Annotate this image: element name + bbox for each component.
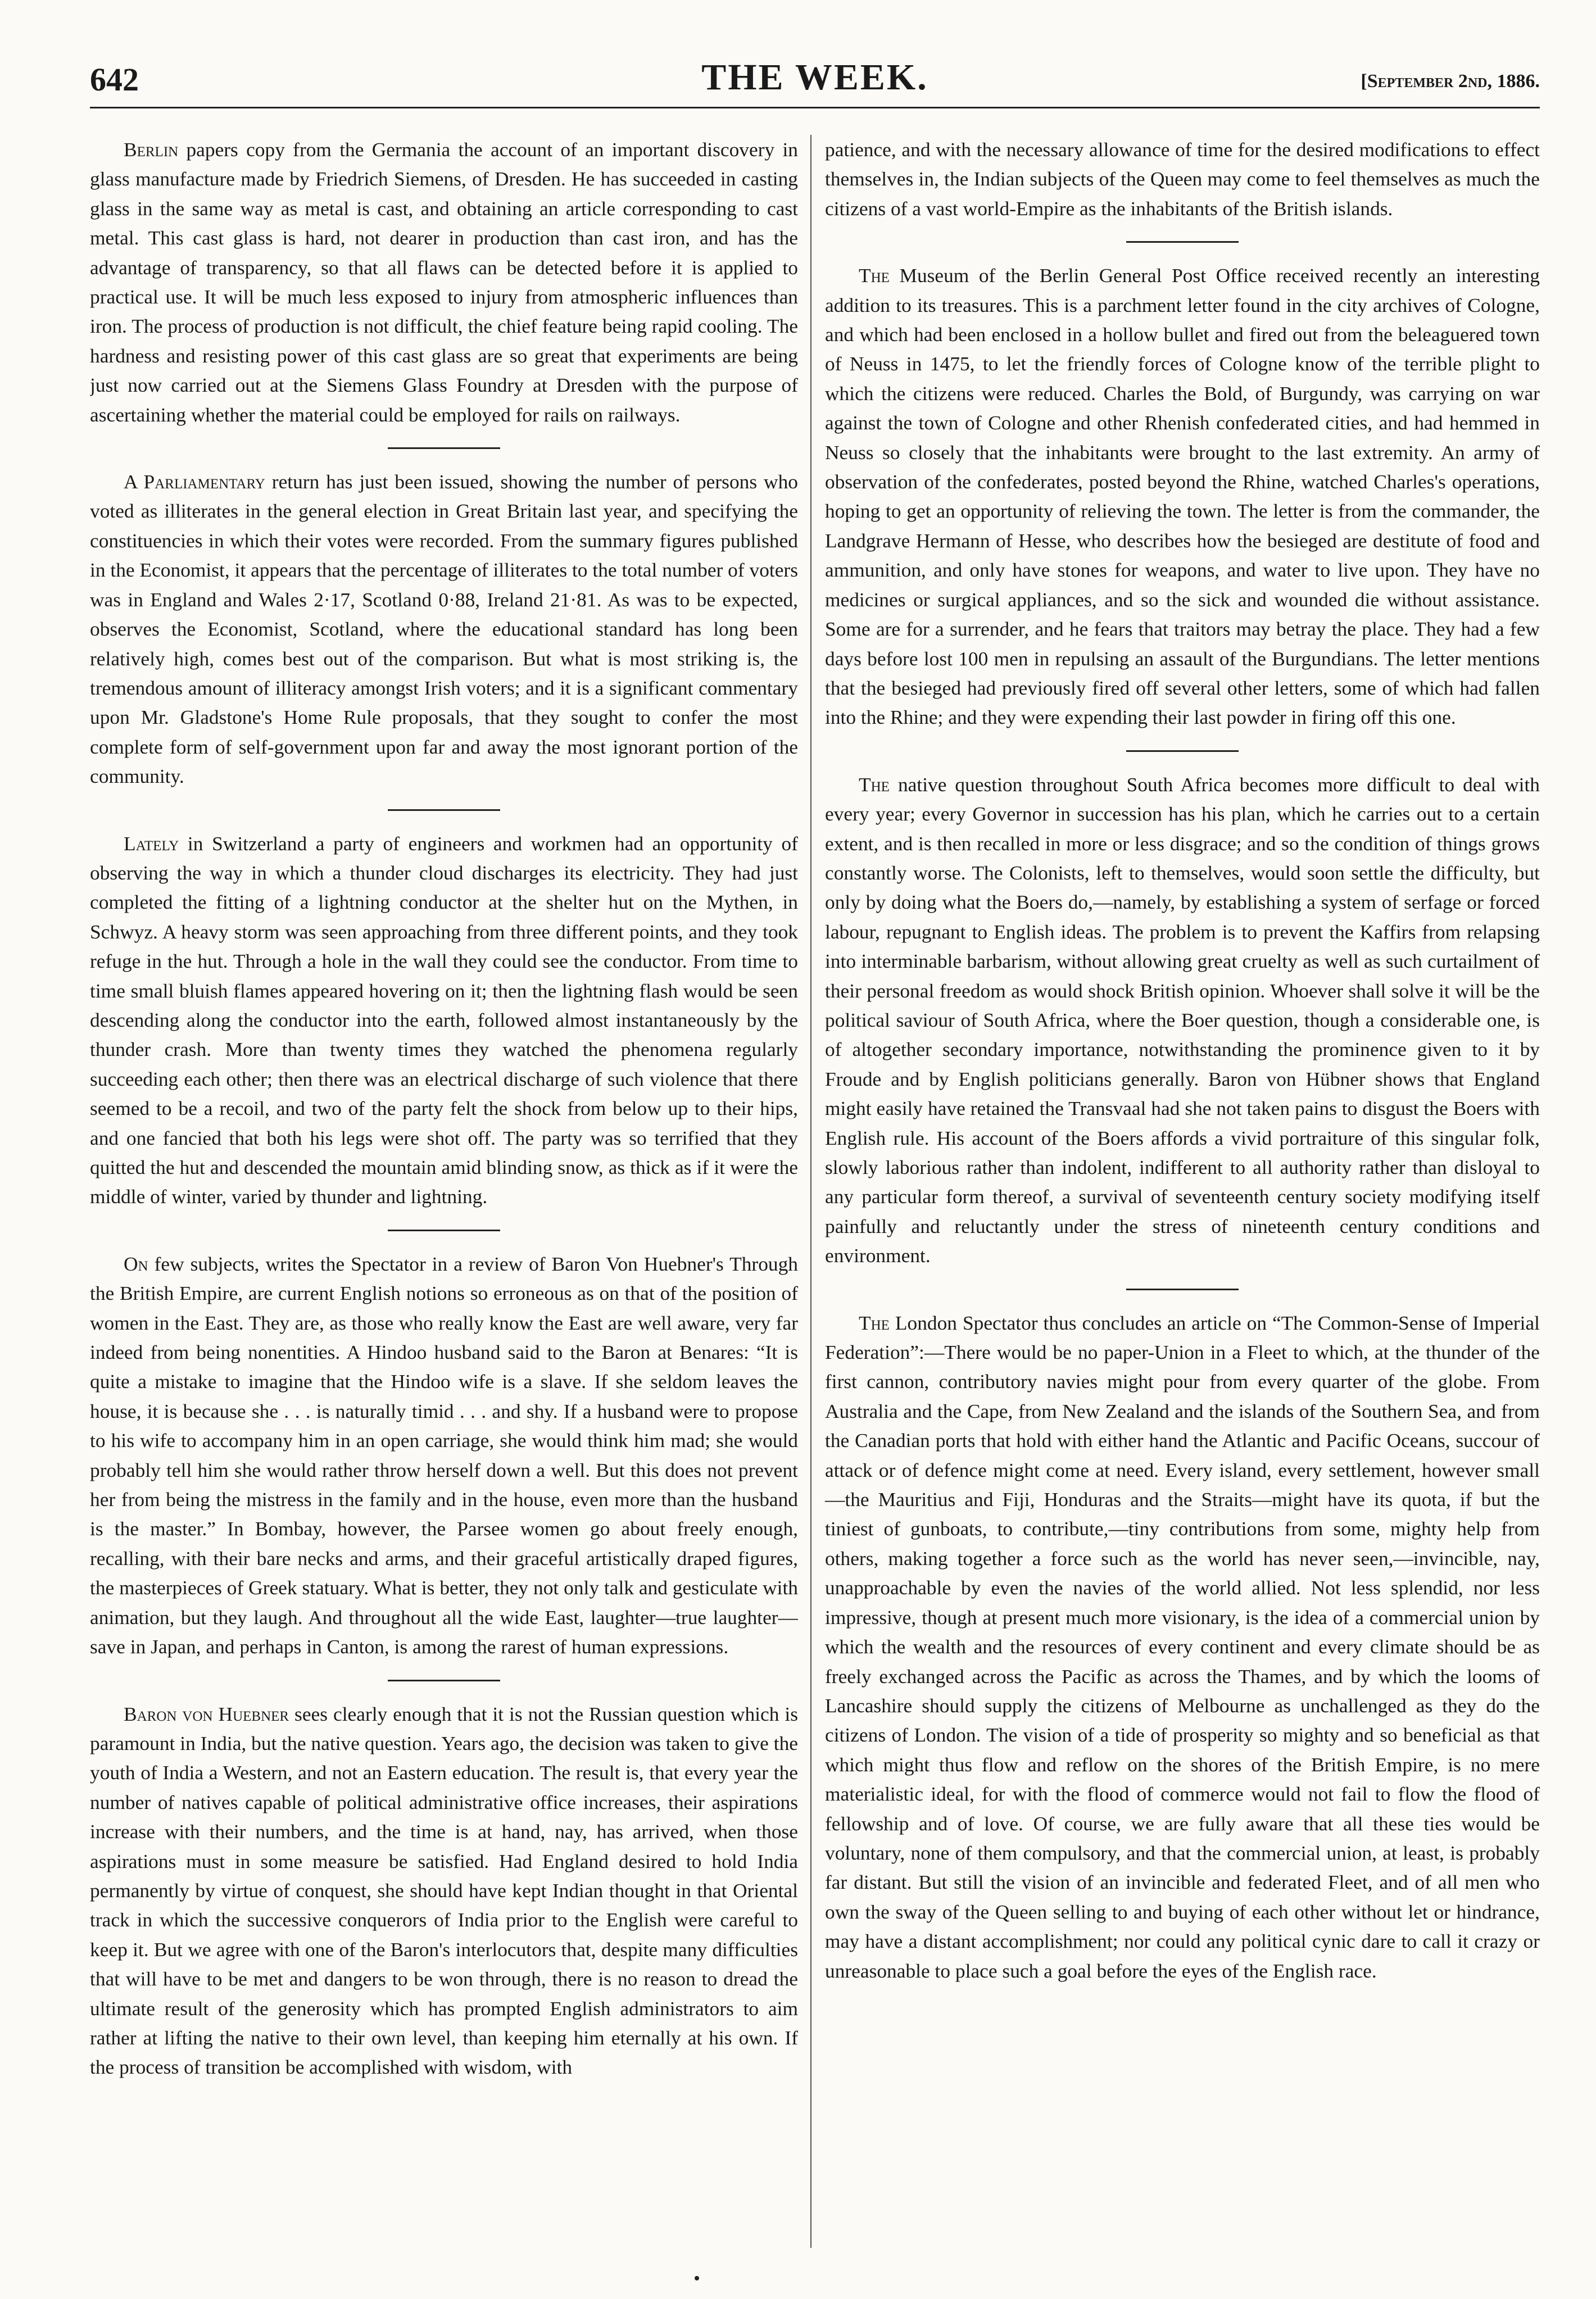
section-divider xyxy=(1126,1289,1239,1290)
article-parliamentary-return: A Parliamentary return has just been issued, showing the number of persons who voted as illiterates in the general election in Great Britain last year, and specifying the constituencies in which their votes were recorded. From the summary figures published in the Economist, it appears that the percentage of illiterates to the total number of voters was in England and Wales 2·17, Scotland 0·88, Ireland 21·81. As was to be expected, observes the Economist, Scotland, where the educational standard has long been relatively high, comes best out of the comparison. But what is most striking is, the tremendous amount of illiteracy amongst Irish voters; and it is a significant commentary upon Mr. Gladstone's Home Rule proposals, that they sought to confer the most complete form of self-government upon far and away the most ignorant portion of the community. xyxy=(90,470,798,788)
article-berlin-glass: Berlin papers copy from the Germania the account of an important discovery in glass manufacture made by Friedrich Siemens, of Dresden. He has succeeded in casting glass in the same way as metal is cast, and obtaining an article corresponding to cast metal. This cast glass is hard, not dearer in production than cast iron, and has the advantage of transparency, so that all flaws can be detected before it is applied to practical use. It will be much less exposed to injury from atmospheric influences than iron. The process of production is not difficult, the chief feature being rapid cooling. The hardness and resisting power of this cast glass are so great that experiments are being just now carried out at the Siemens Glass Foundry at Dresden with the purpose of ascertaining whether the material could be employed for rails on railways. xyxy=(90,138,798,426)
masthead-title: THE WEEK. xyxy=(701,57,928,98)
article-berlin-post-office: The Museum of the Berlin General Post Office received recently an interesting addition to its treasures. This is a parchment letter found in the city archives of Cologne, and which had been enclosed in a hollow bullet and fired out from the beleaguered town of Neuss in 1475, to let the friendly forces of Cologne know of the terrible plight to which the citizens were reduced. Charles the Bold, of Burgundy, was carrying on war against the town of Cologne and other Rhenish confederated cities, and had hemmed in Neuss so closely that the inhabitants were brought to the last extremity. An army of observation of the confederates, posted beyond the Rhine, watched Charles's operations, hoping to get an opportunity of relieving the town. The letter is from the commander, the Landgrave Hermann of Hesse, who describes how the besieged are destitute of food and ammunition, and only have stones for weapons, and water to live upon. They have no medicines or surgical appliances, and so the sick and wounded die without assistance. Some are for a surrender, and he fears that traitors may betray the place. They had a few days before lost 100 men in repulsing an assault of the Burgundians. The letter mentions that the besieged had previously fired off several other letters, some of which had fallen into the Rhine; and they were expending their last powder in firing off this one. xyxy=(825,264,1540,729)
page-header xyxy=(90,56,1540,108)
section-divider xyxy=(1126,750,1239,752)
footer-mark xyxy=(695,2276,699,2280)
article-baron-huebner-india: Baron von Huebner sees clearly enough that it is not the Russian question which is paramount in India, but the native question. Years ago, the decision was taken to give the youth of India a Western, and not an Eastern education. The result is, that every year the number of natives capable of political administrative office increases, their aspirations increase with their numbers, and the time is at hand, nay, has arrived, when those aspirations must in some measure be satisfied. Had England desired to hold India permanently by virtue of conquest, she should have kept Indian thought in that Oriental track in which the successive conquerors of India prior to the English were careful to keep it. But we agree with one of the Baron's interlocutors that, despite many difficulties that will have to be met and dangers to be won through, there is no reason to dread the ultimate result of the generosity which has prompted English administrators to aim rather at lifting the native to their own level, than keeping him eternally at his own. If the process of transition be accomplished with wisdom, with xyxy=(90,1702,798,2079)
left-column xyxy=(90,135,798,2248)
section-divider xyxy=(388,1230,500,1231)
article-women-east: On few subjects, writes the Spectator in a review of Baron Von Huebner's Through the British Empire, are current English notions so erroneous as on that of the position of women in the East. They are, as those who really know the East are well aware, very far indeed from being nonentities. A Hindoo husband said to the Baron at Benares: “It is quite a mistake to imagine that the Hindoo wife is a slave. If she seldom leaves the house, it is because she . . . is naturally timid . . . and shy. If a husband were to propose to his wife to accompany him in an open carriage, she would think him mad; she would probably tell him she would rather throw herself down a well. But this does not prevent her from being the mistress in the family and in the house, even more than the husband is the master.” In Bombay, however, the Parsee women go about freely enough, recalling, with their bare necks and arms, and their graceful artistically draped figures, the masterpieces of Greek statuary. What is better, they not only talk and gesticulate with animation, but they laugh. And throughout all the wide East, laughter—true laughter—save in Japan, and perhaps in Canton, is among the rarest of human expressions. xyxy=(90,1252,798,1658)
section-divider xyxy=(388,809,500,811)
section-divider xyxy=(388,1680,500,1681)
article-columns xyxy=(90,135,1540,2248)
section-divider xyxy=(1126,241,1239,243)
article-lightning-switzerland: Lately in Switzerland a party of engineers and workmen had an opportunity of observing the way in which a thunder cloud discharges its electricity. They had just completed the fitting of a lightning conductor at the shelter hut on the Mythen, in Schwyz. A heavy storm was seen approaching from three different points, and they took refuge in the hut. Through a hole in the wall they could see the conductor. From time to time small bluish flames appeared hovering on it; then the lightning flash would be seen descending along the conductor into the earth, followed almost instantaneously by the thunder crash. More than twenty times they watched the phenomena regularly succeeding each other; then there was an electrical discharge of such violence that there seemed to be a recoil, and two of the party felt the shock from below up to their hips, and one fancied that both his legs were shot off. The party was so terrified that they quitted the hut and descended the mountain amid blinding snow, as thick as if it were the middle of winter, varied by thunder and lightning. xyxy=(90,832,798,1208)
right-column xyxy=(810,135,1540,2248)
article-imperial-federation: The London Spectator thus concludes an article on “The Common-Sense of Imperial Federation”:—There would be no paper-Union in a Fleet to which, at the thunder of the first cannon, contributory navies might pour from every quarter of the globe. From Australia and the Cape, from New Zealand and the islands of the Southern Sea, and from the Canadian ports that hold with either hand the Atlantic and Pacific Oceans, succour of attack or of defence might come at need. Every island, every settlement, however small—the Mauritius and Fiji, Honduras and the Straits—might have its quota, if but the tiniest of gunboats, to contribute,—tiny contributions from some, mighty help from others, making together a force such as the world has never seen,—invincible, nay, unapproachable by even the navies of the world allied. Not less splendid, nor less impressive, though at present much more visionary, is the idea of a commercial union by which the wealth and the resources of every continent and every climate should be as freely exchanged across the Pacific as across the Thames, and by which the looms of Lancashire should supply the citizens of Melbourne as unchallenged as they do the citizens of London. The vision of a tide of prosperity so mighty and so beneficial as that which might thus flow and reflow on the shores of the British Empire, is no mere materialistic ideal, for with the flood of commerce would not fail to flow the flood of fellowship and of love. Of course, we are fully aware that all these ties would be voluntary, none of them compulsory, and that the commercial union, at least, is probably far distant. But still the vision of an invincible and federated Fleet, and of all men who own the sway of the Queen selling to and buying of each other without let or hindrance, may have a distant accomplishment; nor could any political cynic dare to call it crazy or unreasonable to place such a goal before the eyes of the English race. xyxy=(825,1311,1540,1982)
section-divider xyxy=(388,447,500,449)
page-number: 642 xyxy=(90,61,139,98)
article-south-africa: The native question throughout South Africa becomes more difficult to deal with every year; every Governor in succession has his plan, which he carries out to a certain extent, and is then recalled in more or less disgrace; and so the condition of things grows constantly worse. The Colonists, left to themselves, would soon settle the difficulty, but only by doing what the Boers do,—namely, by establishing a system of serfage or forced labour, repugnant to English ideas. The problem is to prevent the Kaffirs from relapsing into interminable barbarism, without allowing great cruelty as well as such curtailment of their personal freedom as would shock British opinion. Whoever shall solve it will be the political saviour of South Africa, where the Boer question, though a considerable one, is of altogether secondary importance, notwithstanding the prominence given to it by Froude and by English politicians generally. Baron von Hübner shows that England might easily have retained the Transvaal had she not taken pains to disgust the Boers with English rule. His account of the Boers affords a vivid portraiture of this singular folk, slowly laborious rather than indolent, indifferent to all authority rather than disloyal to any particular form thereof, a survival of seventeenth century society modifying itself painfully and reluctantly under the stress of nineteenth century conditions and environment. xyxy=(825,773,1540,1267)
issue-date: [September 2nd, 1886. xyxy=(1361,71,1540,92)
article-india-continuation: patience, and with the necessary allowance of time for the desired modifications to effect themselves in, the Indian subjects of the Queen may come to feel themselves as much the citizens of a vast world-Empire as the inhabitants of the British islands. xyxy=(825,138,1540,220)
